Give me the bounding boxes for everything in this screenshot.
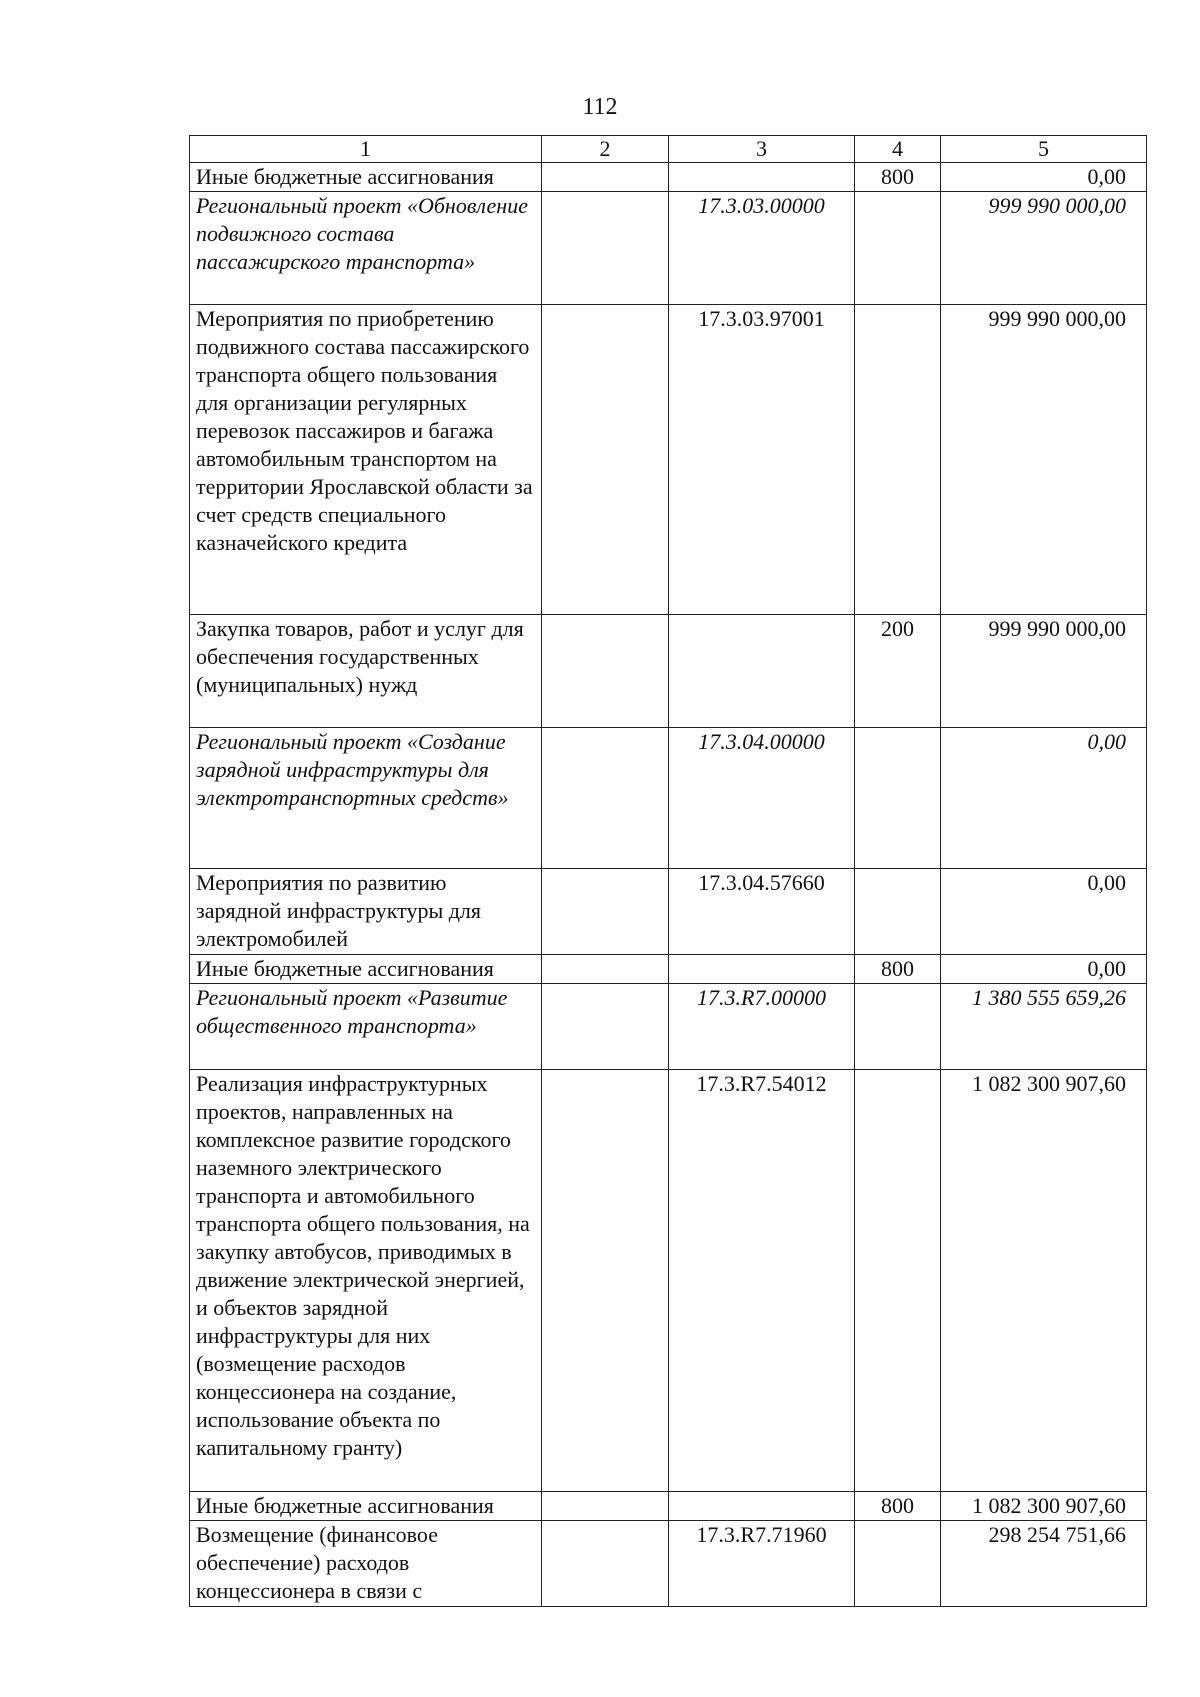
row-col2 [542, 1492, 669, 1521]
row-col2 [542, 1070, 669, 1492]
row-code: 17.3.03.97001 [669, 305, 855, 615]
row-type: 800 [855, 955, 941, 984]
row-code: 17.3.R7.54012 [669, 1070, 855, 1492]
row-amount: 0,00 [941, 163, 1147, 192]
row-type [855, 869, 941, 955]
row-name: Региональный проект «Развитие общественного транспорта» [190, 984, 542, 1070]
budget-table [189, 135, 1147, 1607]
row-col2 [542, 163, 669, 192]
row-code: 17.3.04.00000 [669, 728, 855, 869]
table-row [190, 728, 1147, 869]
row-type: 800 [855, 1492, 941, 1521]
row-name: Реализация инфраструктурных проектов, направленных на комплексное развитие городского наземного электрического транспорта и автомобильного транспорта общего пользования, на закупку автобусов, приводимых в движение электрической энергией, и объектов зарядной инфраструктуры для них (возмещение расходов концессионера на создание, использование объекта по капитальному гранту) [190, 1070, 542, 1492]
table-row [190, 615, 1147, 728]
row-code: 17.3.R7.71960 [669, 1521, 855, 1607]
row-col2 [542, 1521, 669, 1607]
row-col2 [542, 869, 669, 955]
row-type [855, 1070, 941, 1492]
header-cell: 2 [542, 136, 669, 163]
header-cell: 4 [855, 136, 941, 163]
row-type [855, 984, 941, 1070]
row-code: 17.3.03.00000 [669, 192, 855, 305]
row-amount: 999 990 000,00 [941, 615, 1147, 728]
page-number: 112 [582, 94, 618, 120]
table-row [190, 955, 1147, 984]
table-row [190, 163, 1147, 192]
table-row [190, 984, 1147, 1070]
table-row [190, 192, 1147, 305]
row-name: Иные бюджетные ассигнования [190, 163, 542, 192]
row-name: Региональный проект «Создание зарядной инфраструктуры для электротранспортных средств» [190, 728, 542, 869]
row-code [669, 615, 855, 728]
row-amount: 0,00 [941, 869, 1147, 955]
row-amount: 0,00 [941, 955, 1147, 984]
row-name: Мероприятия по развитию зарядной инфраструктуры для электромобилей [190, 869, 542, 955]
row-col2 [542, 728, 669, 869]
row-type [855, 728, 941, 869]
row-code [669, 163, 855, 192]
row-amount: 0,00 [941, 728, 1147, 869]
header-cell: 3 [669, 136, 855, 163]
row-col2 [542, 192, 669, 305]
row-amount: 298 254 751,66 [941, 1521, 1147, 1607]
row-amount: 1 380 555 659,26 [941, 984, 1147, 1070]
row-type: 200 [855, 615, 941, 728]
row-amount: 1 082 300 907,60 [941, 1070, 1147, 1492]
row-name: Иные бюджетные ассигнования [190, 955, 542, 984]
row-code [669, 1492, 855, 1521]
table-row [190, 305, 1147, 615]
row-type: 800 [855, 163, 941, 192]
row-type [855, 1521, 941, 1607]
header-cell: 5 [941, 136, 1147, 163]
row-name: Возмещение (финансовое обеспечение) расходов концессионера в связи с [190, 1521, 542, 1607]
header-cell: 1 [190, 136, 542, 163]
row-col2 [542, 984, 669, 1070]
table-row [190, 869, 1147, 955]
row-type [855, 192, 941, 305]
row-amount: 999 990 000,00 [941, 305, 1147, 615]
row-type [855, 305, 941, 615]
row-code [669, 955, 855, 984]
row-code: 17.3.R7.00000 [669, 984, 855, 1070]
row-name: Иные бюджетные ассигнования [190, 1492, 542, 1521]
table-header-row [190, 136, 1147, 163]
table-row [190, 1070, 1147, 1492]
table-row [190, 1521, 1147, 1607]
row-amount: 999 990 000,00 [941, 192, 1147, 305]
row-code: 17.3.04.57660 [669, 869, 855, 955]
row-col2 [542, 955, 669, 984]
table-row [190, 1492, 1147, 1521]
row-col2 [542, 615, 669, 728]
row-col2 [542, 305, 669, 615]
row-name: Закупка товаров, работ и услуг для обеспечения государственных (муниципальных) нужд [190, 615, 542, 728]
row-amount: 1 082 300 907,60 [941, 1492, 1147, 1521]
row-name: Региональный проект «Обновление подвижного состава пассажирского транспорта» [190, 192, 542, 305]
row-name: Мероприятия по приобретению подвижного состава пассажирского транспорта общего пользования для организации регулярных перевозок пассажиров и багажа автомобильным транспортом на территории Ярославской области за счет средств специального казначейского кредита [190, 305, 542, 615]
